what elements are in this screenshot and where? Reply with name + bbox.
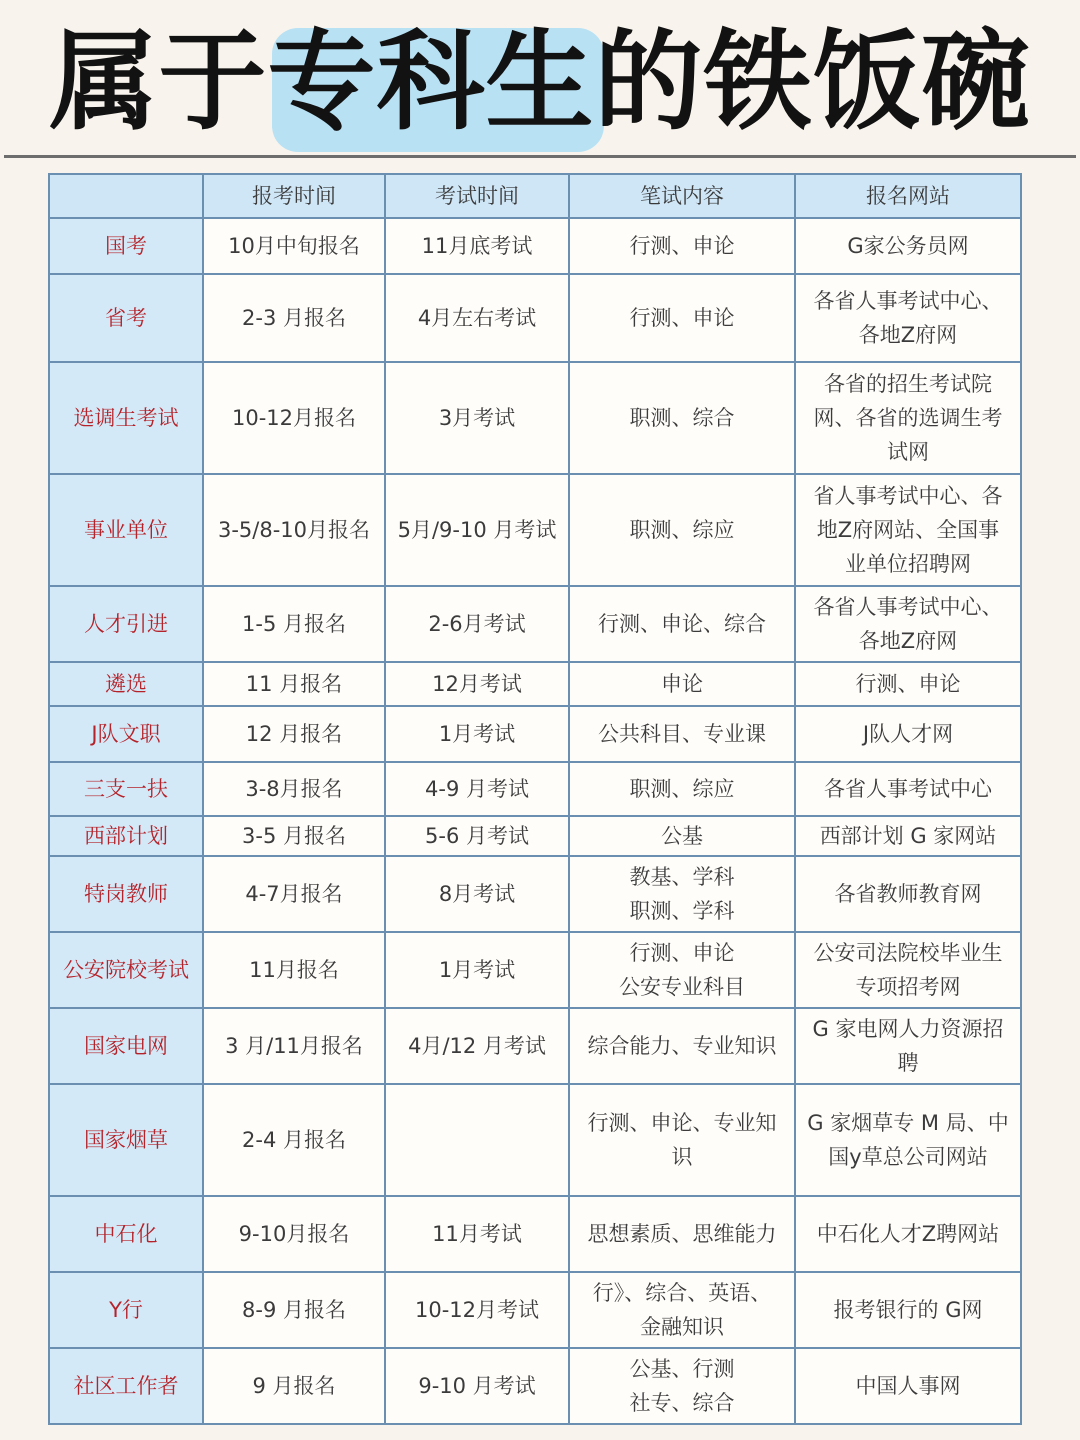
signup-time-cell	[203, 932, 385, 1008]
exam-time-cell-text: 12月考试	[432, 672, 522, 696]
signup-site-cell	[795, 474, 1021, 586]
row-label-text: J队文职	[91, 722, 161, 746]
written-content-cell-text: 行测、申论 公安专业科目	[619, 941, 745, 999]
row-label	[49, 856, 203, 932]
exam-time-cell	[385, 856, 569, 932]
written-content-cell	[569, 274, 795, 362]
header-signup-time: 报考时间	[203, 174, 385, 218]
exam-time-cell	[385, 362, 569, 474]
written-content-cell	[569, 1084, 795, 1196]
row-label-text: 选调生考试	[73, 406, 179, 430]
row-label-text: 三支一扶	[84, 777, 168, 801]
signup-time-cell-text: 3-5 月报名	[242, 824, 346, 848]
signup-time-cell-text: 4-7月报名	[245, 882, 343, 906]
signup-site-cell	[795, 1272, 1021, 1348]
signup-site-cell-text: 各省教师教育网	[834, 882, 982, 906]
signup-site-cell	[795, 1084, 1021, 1196]
row-label-text: 国考	[105, 234, 147, 258]
signup-site-cell-text: 各省人事考试中心、 各地Z府网	[813, 289, 1003, 347]
written-content-cell-text: 综合能力、专业知识	[587, 1034, 777, 1058]
exam-time-cell-text: 4月左右考试	[417, 306, 537, 330]
written-content-cell-text: 公基	[661, 824, 703, 848]
signup-time-cell-text: 2-4 月报名	[242, 1128, 346, 1152]
exam-time-cell	[385, 218, 569, 274]
signup-time-cell	[203, 662, 385, 706]
signup-site-cell-text: 中国人事网	[855, 1374, 961, 1398]
exam-time-cell-text: 5-6 月考试	[425, 824, 529, 848]
table-row	[49, 662, 1021, 706]
table-row	[49, 1272, 1021, 1348]
written-content-cell-text: 行测、申论、综合	[598, 612, 766, 636]
written-content-cell	[569, 1272, 795, 1348]
row-label	[49, 362, 203, 474]
signup-time-cell-text: 1-5 月报名	[242, 612, 346, 636]
exam-time-cell	[385, 762, 569, 816]
row-label	[49, 706, 203, 762]
table-header-row	[49, 174, 1021, 218]
written-content-cell-text: 思想素质、思维能力	[587, 1222, 777, 1246]
row-label-text: 西部计划	[84, 824, 168, 848]
written-content-cell	[569, 1008, 795, 1084]
row-label-text: Y行	[109, 1298, 143, 1322]
table-row	[49, 362, 1021, 474]
exam-time-cell-text: 2-6月考试	[428, 612, 526, 636]
written-content-cell-text: 行测、申论、专业知 识	[587, 1111, 777, 1169]
signup-site-cell	[795, 816, 1021, 856]
table-row	[49, 586, 1021, 662]
table-row	[49, 474, 1021, 586]
row-label-text: 特岗教师	[84, 882, 168, 906]
table-row	[49, 1008, 1021, 1084]
exam-time-cell-text: 1月考试	[438, 958, 516, 982]
row-label-text: 社区工作者	[73, 1374, 179, 1398]
signup-time-cell-text: 3-8月报名	[245, 777, 343, 801]
signup-time-cell	[203, 474, 385, 586]
signup-time-cell	[203, 706, 385, 762]
row-label-text: 国家电网	[84, 1034, 168, 1058]
exam-time-cell	[385, 274, 569, 362]
written-content-cell	[569, 474, 795, 586]
signup-site-cell-text: 行测、申论	[855, 672, 961, 696]
signup-site-cell-text: 公安司法院校毕业生 专项招考网	[813, 941, 1003, 999]
signup-time-cell	[203, 856, 385, 932]
row-label	[49, 218, 203, 274]
header-signup-site: 报名网站	[795, 174, 1021, 218]
signup-site-cell	[795, 218, 1021, 274]
written-content-cell-text: 公共科目、专业课	[598, 722, 766, 746]
signup-time-cell	[203, 1008, 385, 1084]
signup-site-cell-text: 各省人事考试中心	[824, 777, 992, 801]
written-content-cell	[569, 932, 795, 1008]
written-content-cell-text: 行测、申论	[629, 234, 735, 258]
signup-site-cell	[795, 762, 1021, 816]
header-corner	[49, 174, 203, 218]
exam-time-cell-text: 1月考试	[438, 722, 516, 746]
written-content-cell	[569, 856, 795, 932]
signup-site-cell	[795, 362, 1021, 474]
exam-time-cell-text: 4月/12 月考试	[408, 1034, 546, 1058]
signup-site-cell-text: 报考银行的 G网	[833, 1298, 983, 1322]
exam-time-cell-text: 11月底考试	[421, 234, 533, 258]
signup-site-cell	[795, 856, 1021, 932]
signup-time-cell	[203, 274, 385, 362]
table-row	[49, 856, 1021, 932]
exam-time-cell	[385, 1348, 569, 1424]
row-label-text: 公安院校考试	[63, 958, 189, 982]
signup-site-cell	[795, 706, 1021, 762]
exam-time-cell-text: 10-12月考试	[414, 1298, 540, 1322]
exam-time-cell	[385, 706, 569, 762]
exam-time-cell	[385, 586, 569, 662]
written-content-cell-text: 行》、综合、英语、 金融知识	[592, 1281, 772, 1339]
signup-time-cell-text: 12 月报名	[245, 722, 343, 746]
row-label-text: 人才引进	[84, 612, 168, 636]
title-area	[0, 0, 1080, 158]
signup-time-cell	[203, 362, 385, 474]
row-label	[49, 1348, 203, 1424]
signup-time-cell-text: 9 月报名	[252, 1374, 336, 1398]
signup-site-cell-text: J队人才网	[862, 722, 954, 746]
exam-time-cell	[385, 1272, 569, 1348]
written-content-cell	[569, 1348, 795, 1424]
table-row	[49, 274, 1021, 362]
row-label	[49, 1196, 203, 1272]
row-label	[49, 662, 203, 706]
signup-time-cell-text: 9-10月报名	[238, 1222, 350, 1246]
signup-time-cell-text: 10-12月报名	[231, 406, 357, 430]
written-content-cell-text: 职测、综应	[629, 777, 735, 801]
header-exam-time: 考试时间	[385, 174, 569, 218]
exam-time-cell-text: 11月考试	[432, 1222, 522, 1246]
written-content-cell-text: 职测、综合	[629, 406, 735, 430]
exam-time-cell-text: 3月考试	[438, 406, 516, 430]
exam-time-cell	[385, 1084, 569, 1196]
row-label-text: 中石化	[94, 1222, 158, 1246]
row-label	[49, 586, 203, 662]
signup-time-cell	[203, 762, 385, 816]
signup-site-cell-text: 西部计划 G 家网站	[819, 824, 997, 848]
page-title: 属于专科生的铁饭碗	[49, 20, 1031, 145]
written-content-cell	[569, 816, 795, 856]
signup-site-cell-text: G 家电网人力资源招 聘	[812, 1017, 1004, 1075]
written-content-cell-text: 公基、行测 社专、综合	[629, 1357, 735, 1415]
exam-time-cell	[385, 816, 569, 856]
signup-time-cell-text: 10月中旬报名	[228, 234, 360, 258]
row-label	[49, 1272, 203, 1348]
signup-time-cell-text: 11 月报名	[245, 672, 343, 696]
written-content-cell-text: 行测、申论	[629, 306, 735, 330]
row-label	[49, 932, 203, 1008]
row-label	[49, 816, 203, 856]
signup-time-cell	[203, 1348, 385, 1424]
row-label	[49, 1084, 203, 1196]
signup-time-cell	[203, 816, 385, 856]
signup-site-cell	[795, 1348, 1021, 1424]
signup-time-cell	[203, 1196, 385, 1272]
exam-time-cell-text: 8月考试	[438, 882, 516, 906]
signup-site-cell-text: 各省的招生考试院 网、各省的选调生考 试网	[813, 372, 1003, 464]
signup-site-cell	[795, 586, 1021, 662]
exam-time-cell	[385, 1008, 569, 1084]
signup-time-cell	[203, 586, 385, 662]
signup-site-cell	[795, 1008, 1021, 1084]
written-content-cell-text: 申论	[661, 672, 703, 696]
row-label-text: 国家烟草	[84, 1128, 168, 1152]
written-content-cell	[569, 586, 795, 662]
row-label	[49, 274, 203, 362]
row-label	[49, 762, 203, 816]
row-label	[49, 1008, 203, 1084]
written-content-cell	[569, 706, 795, 762]
table-body	[49, 218, 1021, 1424]
signup-site-cell	[795, 1196, 1021, 1272]
written-content-cell-text: 教基、学科 职测、学科	[629, 865, 735, 923]
exam-schedule-table	[48, 173, 1022, 1425]
written-content-cell-text: 职测、综应	[629, 518, 735, 542]
table-row	[49, 706, 1021, 762]
exam-time-cell-text: 4-9 月考试	[425, 777, 529, 801]
written-content-cell	[569, 362, 795, 474]
table-row	[49, 762, 1021, 816]
exam-time-cell-text: 5月/9-10 月考试	[397, 518, 557, 542]
signup-time-cell-text: 3 月/11月报名	[225, 1034, 363, 1058]
signup-time-cell-text: 8-9 月报名	[242, 1298, 346, 1322]
exam-time-cell-text: 9-10 月考试	[418, 1374, 536, 1398]
written-content-cell	[569, 218, 795, 274]
row-label-text: 事业单位	[84, 518, 168, 542]
signup-time-cell	[203, 1272, 385, 1348]
signup-site-cell-text: G家公务员网	[847, 234, 969, 258]
signup-time-cell-text: 11月报名	[249, 958, 339, 982]
row-label	[49, 474, 203, 586]
written-content-cell	[569, 1196, 795, 1272]
signup-time-cell	[203, 1084, 385, 1196]
exam-time-cell	[385, 932, 569, 1008]
written-content-cell	[569, 762, 795, 816]
exam-time-cell	[385, 662, 569, 706]
signup-site-cell-text: 各省人事考试中心、 各地Z府网	[813, 595, 1003, 653]
signup-time-cell-text: 2-3 月报名	[242, 306, 346, 330]
row-label-text: 省考	[105, 306, 147, 330]
row-label-text: 遴选	[105, 672, 147, 696]
signup-site-cell	[795, 274, 1021, 362]
title-divider	[4, 155, 1076, 158]
exam-time-cell	[385, 1196, 569, 1272]
table-row	[49, 1348, 1021, 1424]
signup-time-cell-text: 3-5/8-10月报名	[217, 518, 371, 542]
signup-site-cell	[795, 932, 1021, 1008]
signup-site-cell-text: G 家烟草专 M 局、中 国y草总公司网站	[807, 1111, 1009, 1169]
table-row	[49, 1196, 1021, 1272]
header-written-content: 笔试内容	[569, 174, 795, 218]
signup-site-cell	[795, 662, 1021, 706]
table-row	[49, 218, 1021, 274]
written-content-cell	[569, 662, 795, 706]
signup-site-cell-text: 中石化人才Z聘网站	[816, 1222, 1000, 1246]
exam-time-cell	[385, 474, 569, 586]
signup-site-cell-text: 省人事考试中心、各 地Z府网站、全国事 业单位招聘网	[813, 484, 1003, 576]
table-row	[49, 1084, 1021, 1196]
signup-time-cell	[203, 218, 385, 274]
table-row	[49, 932, 1021, 1008]
table-row	[49, 816, 1021, 856]
